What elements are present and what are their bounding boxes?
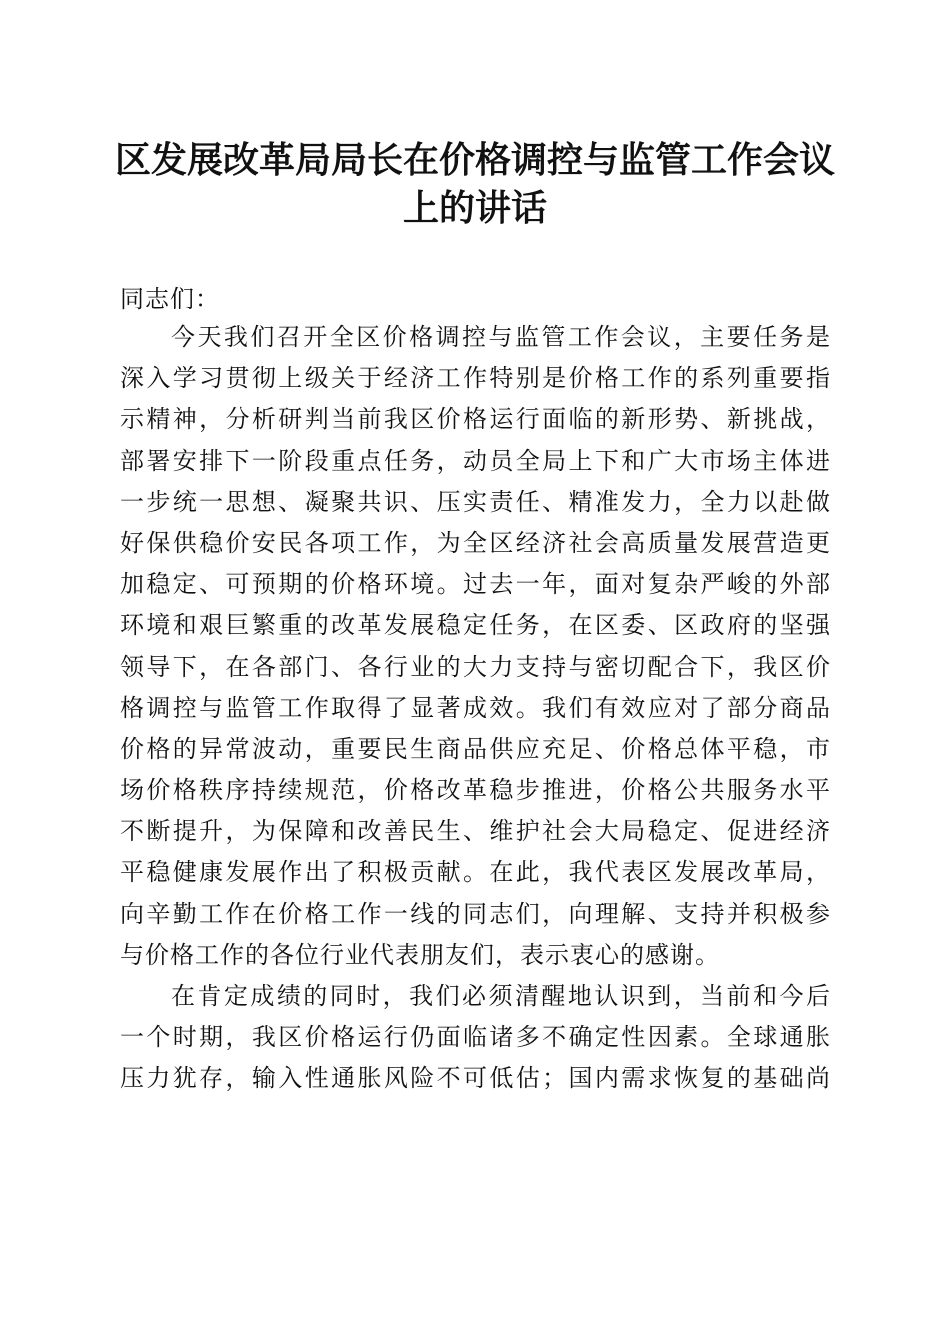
paragraph-line: 与价格工作的各位行业代表朋友们，表示衷心的感谢。 bbox=[120, 940, 720, 969]
document-body bbox=[120, 282, 830, 1100]
paragraph-line: 一步统一思想、凝聚共识、压实责任、精准发力，全力以赴做 bbox=[120, 487, 830, 516]
paragraph-line: 环境和艰巨繁重的改革发展稳定任务，在区委、区政府的坚强 bbox=[120, 611, 830, 640]
paragraph-1 bbox=[120, 317, 830, 976]
paragraph-line: 领导下，在各部门、各行业的大力支持与密切配合下，我区价 bbox=[120, 652, 830, 681]
title-line-1: 区发展改革局局长在价格调控与监管工作会议 bbox=[114, 139, 835, 181]
paragraph-line: 价格的异常波动，重要民生商品供应充足、价格总体平稳，市 bbox=[120, 734, 830, 763]
paragraph-line: 向辛勤工作在价格工作一线的同志们，向理解、支持并积极参 bbox=[120, 899, 830, 928]
paragraph-line: 深入学习贯彻上级关于经济工作特别是价格工作的系列重要指 bbox=[120, 364, 830, 393]
paragraph-line: 部署安排下一阶段重点任务，动员全局上下和广大市场主体进 bbox=[120, 446, 830, 475]
paragraph-2 bbox=[120, 976, 830, 1100]
salutation: 同志们： bbox=[120, 285, 220, 313]
title-line-2: 上的讲话 bbox=[402, 187, 547, 229]
paragraph-line: 一个时期，我区价格运行仍面临诸多不确定性因素。全球通胀 bbox=[120, 1023, 830, 1052]
paragraph-line: 格调控与监管工作取得了显著成效。我们有效应对了部分商品 bbox=[120, 693, 830, 722]
paragraph-line: 加稳定、可预期的价格环境。过去一年，面对复杂严峻的外部 bbox=[120, 570, 830, 599]
paragraph-line: 不断提升，为保障和改善民生、维护社会大局稳定、促进经济 bbox=[120, 817, 830, 846]
paragraph-line: 好保供稳价安民各项工作，为全区经济社会高质量发展营造更 bbox=[120, 528, 830, 557]
paragraph-line: 平稳健康发展作出了积极贡献。在此，我代表区发展改革局， bbox=[120, 858, 830, 887]
paragraph-line: 压力犹存，输入性通胀风险不可低估；国内需求恢复的基础尚 bbox=[120, 1064, 830, 1093]
paragraph-line: 今天我们召开全区价格调控与监管工作会议，主要任务是 bbox=[171, 323, 830, 351]
paragraph-line: 示精神，分析研判当前我区价格运行面临的新形势、新挑战， bbox=[120, 405, 830, 434]
paragraph-line: 场价格秩序持续规范，价格改革稳步推进，价格公共服务水平 bbox=[120, 776, 830, 805]
paragraph-line: 在肯定成绩的同时，我们必须清醒地认识到，当前和今后 bbox=[171, 982, 830, 1010]
document-title bbox=[110, 136, 840, 232]
